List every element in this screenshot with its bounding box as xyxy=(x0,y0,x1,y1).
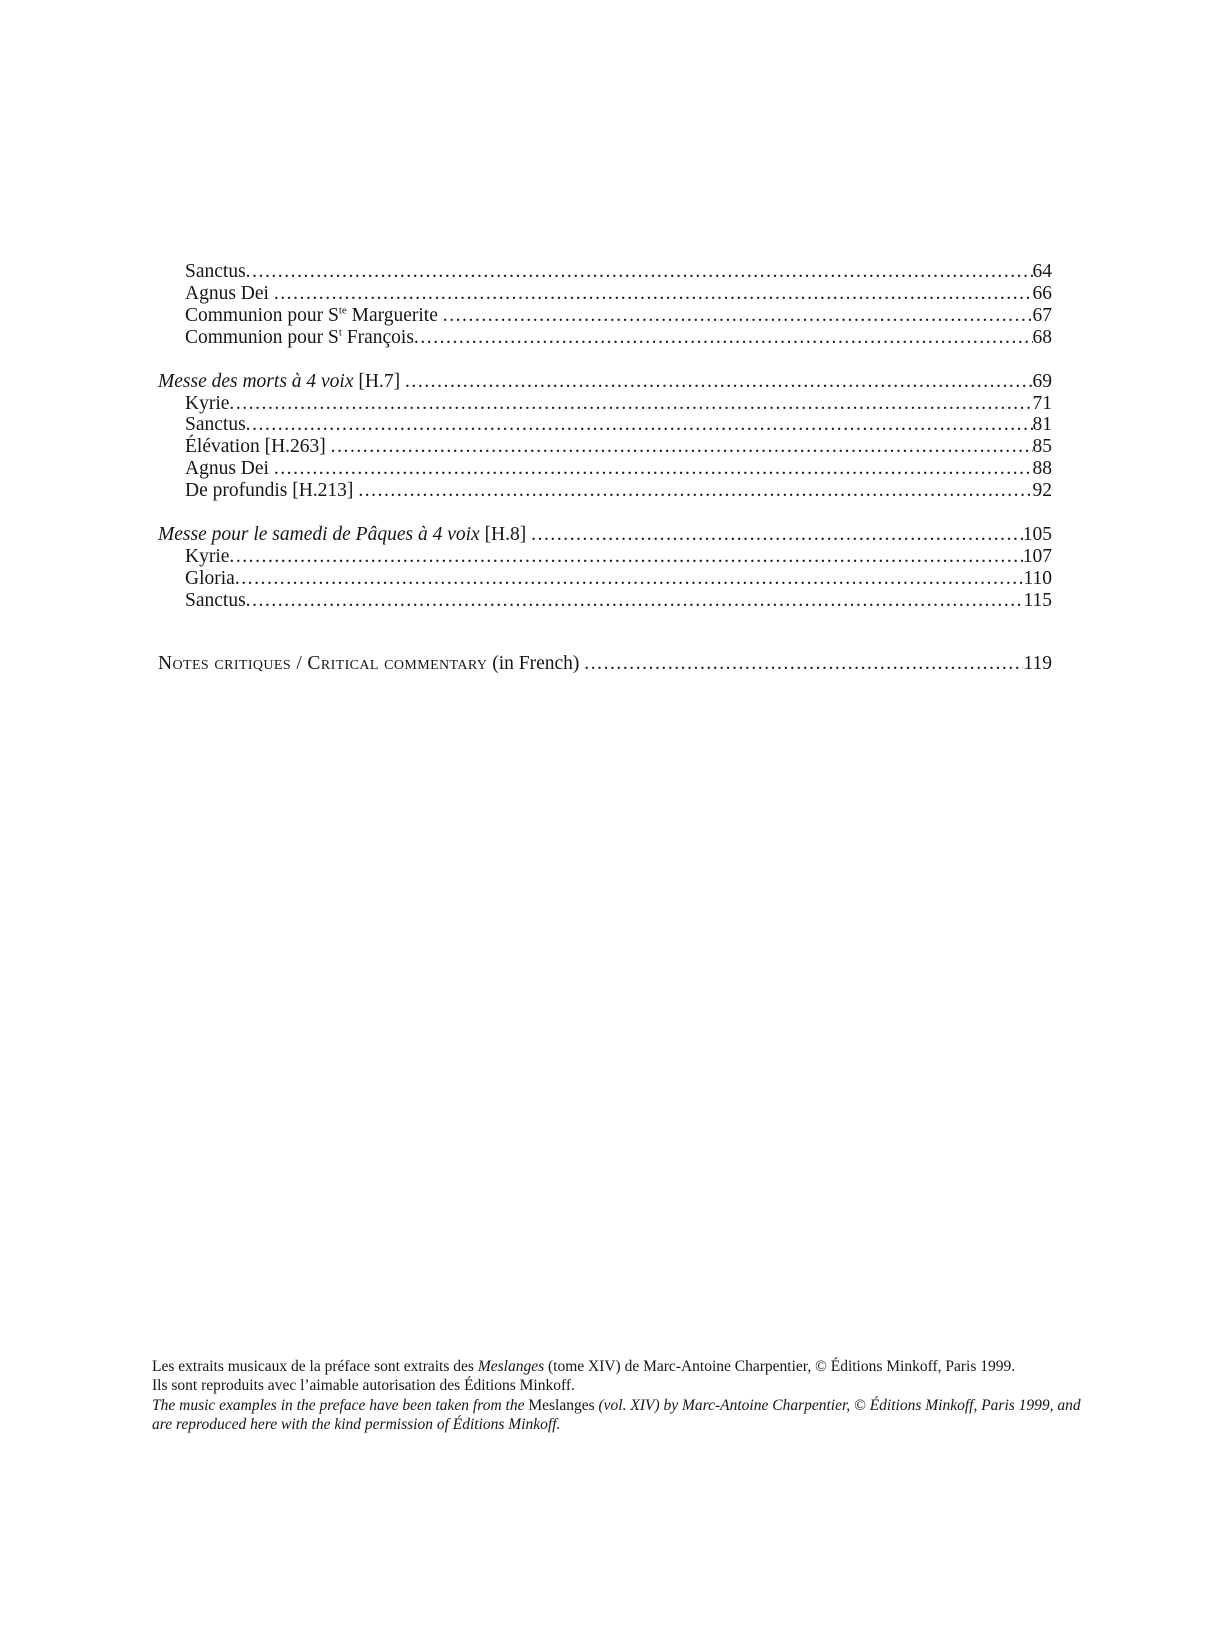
footnote-line xyxy=(152,1396,1081,1415)
toc-entry-page-number: 64 xyxy=(1032,261,1052,282)
text-segment: Sanctus xyxy=(185,261,246,282)
toc-entry xyxy=(158,546,1052,568)
toc-entry-label xyxy=(185,590,246,612)
toc-entry-page-number: 88 xyxy=(1032,458,1052,480)
toc-entry-label xyxy=(185,327,414,349)
toc-section xyxy=(158,371,1052,502)
toc-entry xyxy=(158,653,1052,675)
dot-leader xyxy=(358,480,1032,502)
toc-entry-label xyxy=(185,568,235,590)
dot-leader xyxy=(531,524,1023,546)
toc-entry-label xyxy=(185,546,229,568)
text-segment: Ils sont reproduits avec l’aimable autorisation des Éditions Minkoff. xyxy=(152,1377,575,1395)
text-segment: [H.8] xyxy=(479,524,532,546)
toc-entry-page-number: 66 xyxy=(1032,282,1052,304)
text-segment: t xyxy=(338,326,342,339)
text-segment: Agnus Dei xyxy=(185,458,274,480)
dot-leader xyxy=(246,261,1033,283)
footnote-line xyxy=(152,1376,1062,1395)
toc-section-notes xyxy=(158,653,1052,675)
dot-leader xyxy=(274,283,1033,305)
toc-entry xyxy=(158,261,1052,283)
dot-leader xyxy=(414,327,1033,349)
toc-entry-label xyxy=(185,458,274,480)
text-segment: Kyrie xyxy=(185,392,230,414)
toc-entry-page-number: 67 xyxy=(1032,304,1052,326)
text-segment: Communion pour S xyxy=(185,326,339,348)
text-segment: Marguerite xyxy=(346,304,443,326)
text-segment: (tome XIV) de Marc-Antoine Charpentier, © Éditions Minkoff, Paris 1999. xyxy=(544,1358,1016,1375)
toc-entry xyxy=(158,414,1052,436)
dot-leader xyxy=(235,568,1024,590)
toc-entry xyxy=(158,305,1052,327)
text-segment: De profundis [H.213] xyxy=(185,480,359,502)
toc-entry-page-number: 119 xyxy=(1023,652,1052,674)
toc-entry-label xyxy=(185,393,229,415)
dot-leader xyxy=(405,371,1033,393)
toc-entry xyxy=(158,327,1052,349)
text-segment: Gloria xyxy=(185,567,235,589)
table-of-contents xyxy=(158,261,1052,675)
toc-entry-page-number: 81 xyxy=(1032,414,1052,436)
text-segment: (vol. XIV) by Marc-Antoine Charpentier, © Éditions Minkoff, Paris 1999, and xyxy=(594,1396,1081,1414)
toc-section xyxy=(158,261,1052,349)
toc-entry xyxy=(158,283,1052,305)
footnote-line xyxy=(152,1357,1062,1376)
toc-entry-label xyxy=(185,283,274,305)
text-segment: The music examples in the preface have been taken from the xyxy=(152,1396,529,1414)
toc-entry-label xyxy=(158,524,531,546)
text-segment: Kyrie xyxy=(185,545,230,567)
text-segment: Agnus Dei xyxy=(185,282,274,304)
toc-entry xyxy=(158,590,1052,612)
dot-leader xyxy=(443,305,1033,327)
toc-entry-page-number: 71 xyxy=(1032,392,1052,414)
footnote-line xyxy=(152,1415,1062,1434)
toc-entry-label xyxy=(158,653,584,675)
toc-entry-page-number: 92 xyxy=(1032,480,1052,502)
toc-section xyxy=(158,524,1052,612)
dot-leader xyxy=(274,458,1033,480)
toc-entry xyxy=(158,524,1052,546)
text-segment: Meslanges xyxy=(528,1396,595,1414)
toc-entry-label xyxy=(185,305,443,327)
text-segment: Communion pour S xyxy=(185,304,339,326)
text-segment: François xyxy=(341,326,414,348)
text-segment: Sanctus xyxy=(185,414,246,436)
text-segment: Sanctus xyxy=(185,589,246,611)
toc-entry-page-number: 110 xyxy=(1023,567,1052,589)
toc-entry-page-number: 68 xyxy=(1032,326,1052,348)
toc-entry xyxy=(158,436,1052,458)
text-segment: Élévation [H.263] xyxy=(185,436,331,458)
text-segment: are reproduced here with the kind permission of Éditions Minkoff. xyxy=(152,1415,561,1433)
dot-leader xyxy=(229,546,1022,568)
toc-entry xyxy=(158,480,1052,502)
text-segment: Les extraits musicaux de la préface sont extraits des xyxy=(152,1358,478,1375)
toc-entry-page-number: 115 xyxy=(1023,589,1052,611)
toc-entry-page-number: 85 xyxy=(1032,436,1052,458)
text-segment: Notes critiques / Critical commentary xyxy=(158,652,488,674)
text-segment: Messe des morts à 4 voix xyxy=(158,370,354,392)
toc-entry xyxy=(158,393,1052,415)
toc-entry xyxy=(158,568,1052,590)
dot-leader xyxy=(331,436,1033,458)
toc-entry-page-number: 107 xyxy=(1022,545,1052,567)
toc-entry-page-number: 69 xyxy=(1032,370,1052,392)
toc-entry-label xyxy=(185,414,246,436)
text-segment: Messe pour le samedi de Pâques à 4 voix xyxy=(158,524,480,546)
toc-entry-label xyxy=(158,371,405,393)
dot-leader xyxy=(246,414,1033,436)
footnote xyxy=(152,1357,1081,1434)
dot-leader xyxy=(584,653,1023,675)
toc-entry xyxy=(158,458,1052,480)
dot-leader xyxy=(229,393,1032,415)
text-segment: Meslanges xyxy=(477,1358,545,1375)
text-segment: (in French) xyxy=(487,652,585,674)
toc-entry-label xyxy=(185,261,246,283)
dot-leader xyxy=(246,590,1024,612)
text-segment: [H.7] xyxy=(353,370,405,392)
text-segment: te xyxy=(338,304,347,317)
toc-entry-label xyxy=(185,436,331,458)
toc-entry-page-number: 105 xyxy=(1022,524,1052,546)
toc-entry xyxy=(158,371,1052,393)
toc-entry-label xyxy=(185,480,358,502)
